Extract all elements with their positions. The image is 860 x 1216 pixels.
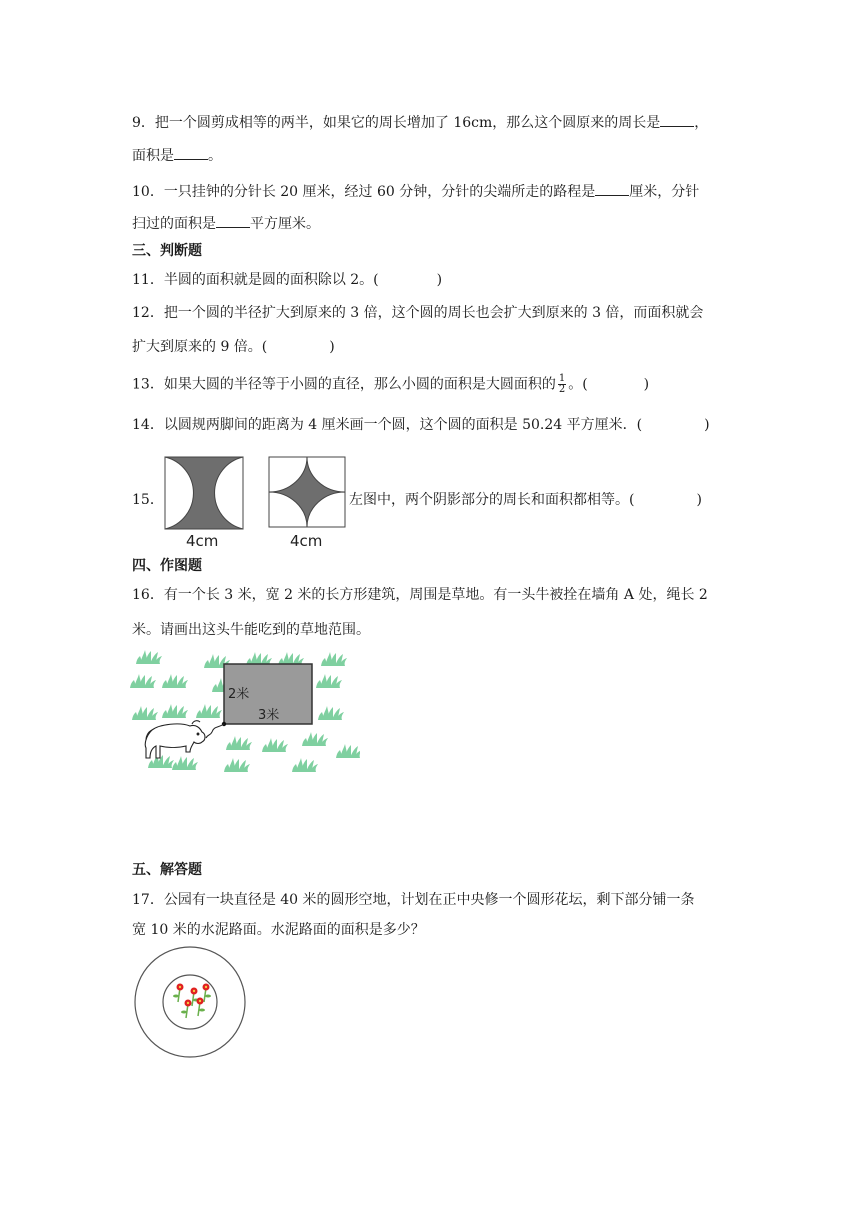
figure-15a-square-with-semicircle-cutouts — [164, 456, 244, 530]
figure-16-building-and-cow[interactable] — [130, 648, 360, 776]
question-9-line-1: 9．把一个圆剪成相等的两半，如果它的周长增加了 16cm，那么这个圆原来的周长是 ， — [132, 112, 708, 133]
figure-17-circular-park-with-flowerbed — [132, 944, 250, 1062]
question-11: 11．半圆的面积就是圆的面积除以 2。( ) — [132, 272, 443, 288]
answer-blank[interactable] — [595, 181, 629, 196]
section-heading-judgement: 三、判断题 — [132, 243, 202, 259]
answer-blank[interactable] — [660, 112, 694, 127]
question-12-line-1: 12．把一个圆的半径扩大到原来的 3 倍，这个圆的周长也会扩大到原来的 3 倍，而面积就会 — [132, 305, 704, 321]
section-heading-drawing: 四、作图题 — [132, 558, 202, 574]
question-17-line-2: 宽 10 米的水泥路面。水泥路面的面积是多少？ — [132, 922, 425, 938]
figure-15b-square-with-quarter-circle-cutouts — [268, 456, 346, 528]
section-heading-solution: 五、解答题 — [132, 862, 202, 878]
label-width: 2米 — [228, 687, 250, 702]
q9-text: 9．把一个圆剪成相等的两半，如果它的周长增加了 16cm，那么这个圆原来的周长是 — [132, 115, 661, 131]
question-17-line-1: 17．公园有一块直径是 40 米的圆形空地，计划在正中央修一个圆形花坛，剩下部分铺一条 — [132, 892, 695, 908]
question-10-line-1: 10．一只挂钟的分针长 20 厘米，经过 60 分钟，分针的尖端所走的路程是 厘米，分针 — [132, 181, 699, 202]
question-14: 14．以圆规两脚间的距离为 4 厘米画一个圆，这个圆的面积是 50.24 平方厘米．( ) — [132, 417, 710, 433]
fraction-one-half: $\frac{1}{2}$ — [558, 373, 566, 395]
answer-blank[interactable] — [174, 145, 208, 160]
rope — [206, 724, 224, 738]
answer-blank[interactable] — [216, 213, 250, 228]
figure-15b-label: 4cm — [290, 532, 323, 550]
figure-15a-label: 4cm — [186, 532, 219, 550]
question-12-line-2: 扩大到原来的 9 倍。( ) — [132, 339, 335, 355]
cow-icon — [145, 721, 205, 758]
label-length: 3米 — [258, 708, 280, 723]
question-10-line-2: 扫过的面积是 平方厘米。 — [132, 213, 320, 234]
question-16-line-1: 16．有一个长 3 米，宽 2 米的长方形建筑，周围是草地。有一头牛被拴在墙角 A 处，绳长 2 — [132, 587, 708, 603]
question-16-line-2: 米。请画出这头牛能吃到的草地范围。 — [132, 622, 370, 638]
question-13: 13．如果大圆的半径等于小圆的直径，那么小圆的面积是大圆面积的 $\frac{1}{2}$ 。( ) — [132, 373, 650, 395]
question-15-number: 15． — [132, 492, 164, 508]
question-9-line-2: 面积是 。 — [132, 145, 222, 166]
question-15-text: 左图中，两个阴影部分的周长和面积都相等。( ) — [349, 492, 702, 508]
